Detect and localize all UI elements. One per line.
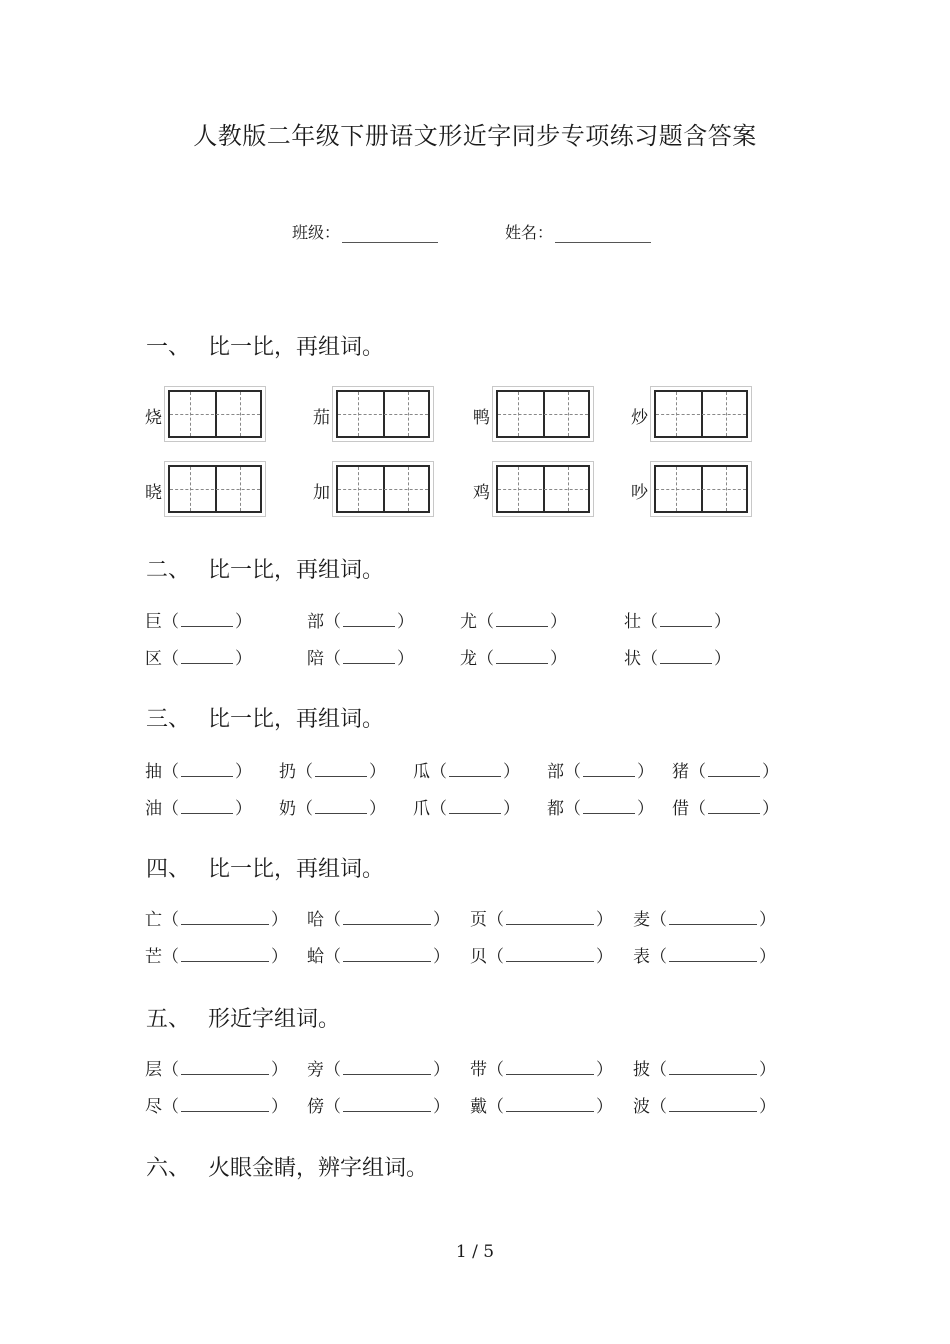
- name-label: 姓名：: [505, 223, 554, 242]
- answer-blank[interactable]: [583, 799, 635, 814]
- word-char: 芒: [145, 947, 162, 967]
- word-char: 尽: [145, 1097, 162, 1117]
- paren-close: ）: [596, 910, 613, 930]
- paren-open: （: [162, 1060, 179, 1080]
- word-char: 抽: [145, 762, 162, 782]
- practice-char: 茄: [313, 408, 330, 428]
- word-char: 龙: [460, 649, 477, 669]
- paren-close: ）: [433, 1097, 450, 1117]
- word-item[interactable]: [307, 1092, 450, 1117]
- answer-blank[interactable]: [660, 612, 712, 627]
- paren-close: ）: [397, 612, 414, 632]
- section-1-heading: 一、 比一比，再组词。: [146, 335, 385, 360]
- word-char: 带: [470, 1060, 487, 1080]
- word-item[interactable]: [145, 1092, 288, 1117]
- word-item[interactable]: [624, 607, 731, 632]
- paren-open: （: [162, 612, 179, 632]
- answer-blank[interactable]: [449, 799, 501, 814]
- paren-open: （: [162, 799, 179, 819]
- paren-open: （: [641, 649, 658, 669]
- word-char: 油: [145, 799, 162, 819]
- name-field[interactable]: [505, 220, 651, 243]
- practice-char: 鸡: [473, 483, 490, 503]
- paren-close: ）: [759, 910, 776, 930]
- word-char: 披: [633, 1060, 650, 1080]
- paren-close: ）: [714, 612, 731, 632]
- paren-open: （: [430, 762, 447, 782]
- word-item[interactable]: [307, 644, 414, 669]
- answer-blank[interactable]: [449, 762, 501, 777]
- word-item[interactable]: [145, 794, 252, 819]
- paren-close: ）: [271, 1060, 288, 1080]
- paren-close: ）: [596, 947, 613, 967]
- answer-blank[interactable]: [343, 1097, 431, 1112]
- word-char: 都: [547, 799, 564, 819]
- word-item[interactable]: [145, 644, 252, 669]
- word-char: 猪: [672, 762, 689, 782]
- answer-blank[interactable]: [506, 1097, 594, 1112]
- answer-blank[interactable]: [506, 1060, 594, 1075]
- word-item[interactable]: [413, 794, 520, 819]
- answer-blank[interactable]: [181, 910, 269, 925]
- answer-blank[interactable]: [181, 762, 233, 777]
- paren-open: （: [564, 799, 581, 819]
- word-item[interactable]: [413, 757, 520, 782]
- word-char: 巨: [145, 612, 162, 632]
- paren-open: （: [324, 612, 341, 632]
- paren-close: ）: [433, 947, 450, 967]
- paren-close: ）: [271, 1097, 288, 1117]
- paren-close: ）: [433, 910, 450, 930]
- paren-open: （: [564, 762, 581, 782]
- class-label: 班级：: [292, 223, 341, 242]
- writing-grid[interactable]: [492, 386, 594, 442]
- word-item[interactable]: [460, 644, 567, 669]
- paren-close: ）: [369, 799, 386, 819]
- paren-open: （: [162, 1097, 179, 1117]
- paren-close: ）: [714, 649, 731, 669]
- answer-blank[interactable]: [343, 1060, 431, 1075]
- writing-grid[interactable]: [650, 461, 752, 517]
- paren-open: （: [487, 1097, 504, 1117]
- paren-open: （: [650, 1097, 667, 1117]
- paren-close: ）: [235, 649, 252, 669]
- word-char: 壮: [624, 612, 641, 632]
- word-item[interactable]: [633, 905, 776, 930]
- word-item[interactable]: [672, 794, 779, 819]
- word-char: 波: [633, 1097, 650, 1117]
- paren-close: ）: [762, 799, 779, 819]
- word-char: 奶: [279, 799, 296, 819]
- writing-grid[interactable]: [164, 386, 266, 442]
- answer-blank[interactable]: [315, 762, 367, 777]
- word-char: 戴: [470, 1097, 487, 1117]
- paren-open: （: [324, 1097, 341, 1117]
- word-char: 借: [672, 799, 689, 819]
- answer-blank[interactable]: [181, 799, 233, 814]
- paren-open: （: [650, 1060, 667, 1080]
- paren-open: （: [162, 947, 179, 967]
- writing-grid[interactable]: [164, 461, 266, 517]
- paren-close: ）: [271, 910, 288, 930]
- answer-blank[interactable]: [343, 649, 395, 664]
- answer-blank[interactable]: [181, 612, 233, 627]
- writing-grid[interactable]: [332, 386, 434, 442]
- paren-close: ）: [433, 1060, 450, 1080]
- word-item[interactable]: [470, 1055, 613, 1080]
- paren-close: ）: [550, 649, 567, 669]
- word-item[interactable]: [470, 1092, 613, 1117]
- word-char: 哈: [307, 910, 324, 930]
- paren-open: （: [162, 762, 179, 782]
- word-char: 页: [470, 910, 487, 930]
- paren-close: ）: [759, 1097, 776, 1117]
- word-item[interactable]: [633, 1092, 776, 1117]
- answer-blank[interactable]: [669, 1097, 757, 1112]
- word-item[interactable]: [145, 757, 252, 782]
- paren-open: （: [487, 947, 504, 967]
- word-char: 陪: [307, 649, 324, 669]
- section-5-heading: 五、 形近字组词。: [146, 1007, 341, 1032]
- answer-blank[interactable]: [181, 1097, 269, 1112]
- practice-char: 鸭: [473, 408, 490, 428]
- answer-blank[interactable]: [343, 947, 431, 962]
- paren-open: （: [650, 947, 667, 967]
- word-item[interactable]: [633, 1055, 776, 1080]
- word-item[interactable]: [547, 757, 654, 782]
- word-item[interactable]: [307, 607, 414, 632]
- word-item[interactable]: [624, 644, 731, 669]
- answer-blank[interactable]: [181, 947, 269, 962]
- paren-open: （: [477, 612, 494, 632]
- paren-open: （: [487, 1060, 504, 1080]
- word-item[interactable]: [307, 942, 450, 967]
- word-char: 部: [307, 612, 324, 632]
- paren-open: （: [324, 649, 341, 669]
- word-item[interactable]: [145, 607, 252, 632]
- word-char: 状: [624, 649, 641, 669]
- section-3-heading: 三、 比一比，再组词。: [146, 707, 385, 732]
- practice-char: 炒: [631, 408, 648, 428]
- paren-close: ）: [550, 612, 567, 632]
- word-item[interactable]: [307, 1055, 450, 1080]
- word-char: 尤: [460, 612, 477, 632]
- writing-grid[interactable]: [650, 386, 752, 442]
- paren-open: （: [689, 762, 706, 782]
- paren-open: （: [324, 1060, 341, 1080]
- paren-close: ）: [503, 762, 520, 782]
- paren-close: ）: [637, 799, 654, 819]
- answer-blank[interactable]: [506, 947, 594, 962]
- paren-close: ）: [503, 799, 520, 819]
- paren-open: （: [650, 910, 667, 930]
- class-blank[interactable]: [342, 224, 438, 243]
- answer-blank[interactable]: [496, 612, 548, 627]
- word-char: 亡: [145, 910, 162, 930]
- word-char: 瓜: [413, 762, 430, 782]
- answer-blank[interactable]: [343, 612, 395, 627]
- word-char: 麦: [633, 910, 650, 930]
- class-field[interactable]: [292, 220, 438, 243]
- section-6-heading: 六、 火眼金睛，辨字组词。: [146, 1156, 429, 1181]
- answer-blank[interactable]: [583, 762, 635, 777]
- answer-blank[interactable]: [669, 1060, 757, 1075]
- paren-open: （: [430, 799, 447, 819]
- word-item[interactable]: [672, 757, 779, 782]
- paren-close: ）: [637, 762, 654, 782]
- practice-char: 烧: [145, 408, 162, 428]
- word-char: 层: [145, 1060, 162, 1080]
- word-item[interactable]: [145, 1055, 288, 1080]
- paren-close: ）: [596, 1060, 613, 1080]
- answer-blank[interactable]: [708, 762, 760, 777]
- practice-char: 加: [313, 483, 330, 503]
- word-item[interactable]: [145, 905, 288, 930]
- paren-close: ）: [759, 1060, 776, 1080]
- paren-open: （: [162, 910, 179, 930]
- answer-blank[interactable]: [496, 649, 548, 664]
- paren-close: ）: [235, 612, 252, 632]
- paren-close: ）: [271, 947, 288, 967]
- answer-blank[interactable]: [669, 947, 757, 962]
- paren-open: （: [324, 947, 341, 967]
- answer-blank[interactable]: [343, 910, 431, 925]
- word-item[interactable]: [470, 942, 613, 967]
- page-title: 人教版二年级下册语文形近字同步专项练习题含答案: [193, 122, 757, 150]
- word-item[interactable]: [470, 905, 613, 930]
- word-item[interactable]: [633, 942, 776, 967]
- paren-open: （: [162, 649, 179, 669]
- word-item[interactable]: [279, 757, 386, 782]
- paren-open: （: [296, 762, 313, 782]
- word-char: 区: [145, 649, 162, 669]
- paren-close: ）: [759, 947, 776, 967]
- name-blank[interactable]: [555, 224, 651, 243]
- paren-open: （: [487, 910, 504, 930]
- section-2-heading: 二、 比一比，再组词。: [146, 558, 385, 583]
- paren-close: ）: [369, 762, 386, 782]
- paren-close: ）: [235, 762, 252, 782]
- section-4-heading: 四、 比一比，再组词。: [146, 857, 385, 882]
- answer-blank[interactable]: [181, 649, 233, 664]
- word-char: 爪: [413, 799, 430, 819]
- word-char: 傍: [307, 1097, 324, 1117]
- writing-grid[interactable]: [332, 461, 434, 517]
- paren-open: （: [296, 799, 313, 819]
- paren-close: ）: [762, 762, 779, 782]
- word-item[interactable]: [307, 905, 450, 930]
- word-item[interactable]: [279, 794, 386, 819]
- paren-close: ）: [397, 649, 414, 669]
- paren-close: ）: [596, 1097, 613, 1117]
- word-char: 旁: [307, 1060, 324, 1080]
- answer-blank[interactable]: [181, 1060, 269, 1075]
- word-char: 部: [547, 762, 564, 782]
- word-char: 表: [633, 947, 650, 967]
- answer-blank[interactable]: [315, 799, 367, 814]
- page-number: 1 / 5: [455, 1242, 495, 1262]
- word-char: 贝: [470, 947, 487, 967]
- practice-char: 吵: [631, 483, 648, 503]
- word-char: 扔: [279, 762, 296, 782]
- answer-blank[interactable]: [660, 649, 712, 664]
- word-item[interactable]: [145, 942, 288, 967]
- paren-open: （: [324, 910, 341, 930]
- paren-close: ）: [235, 799, 252, 819]
- practice-char: 晓: [145, 483, 162, 503]
- answer-blank[interactable]: [708, 799, 760, 814]
- paren-open: （: [641, 612, 658, 632]
- word-item[interactable]: [460, 607, 567, 632]
- answer-blank[interactable]: [506, 910, 594, 925]
- writing-grid[interactable]: [492, 461, 594, 517]
- paren-open: （: [477, 649, 494, 669]
- word-char: 蛤: [307, 947, 324, 967]
- paren-open: （: [689, 799, 706, 819]
- word-item[interactable]: [547, 794, 654, 819]
- answer-blank[interactable]: [669, 910, 757, 925]
